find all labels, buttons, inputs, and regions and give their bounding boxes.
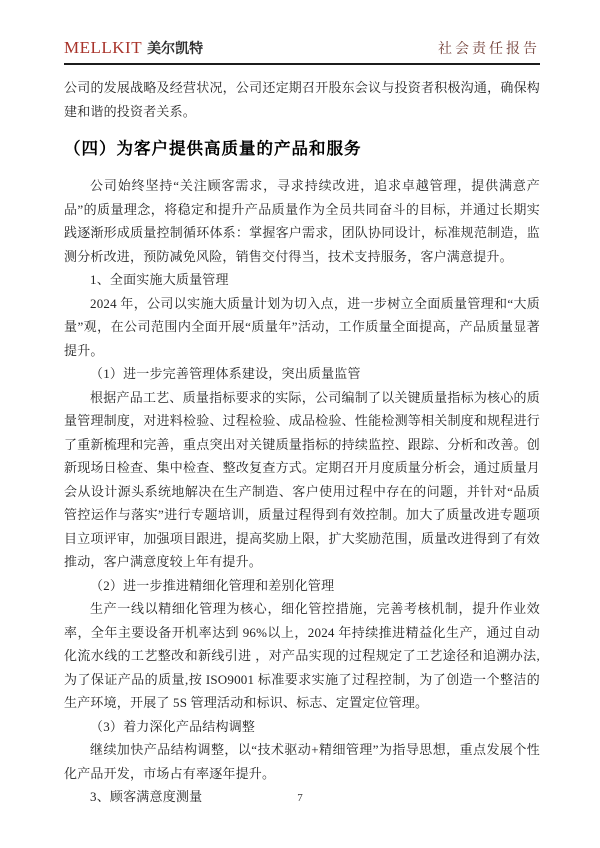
subheading-item-3: 3、顾客满意度测量 [90,789,203,804]
document-body [64,76,540,809]
company-logo [64,38,203,58]
paragraph-continuation: 公司的发展战略及经营状况，公司还定期召开股东会议与投资者积极沟通，确保构建和谐的投资者关系。 [64,80,540,119]
subheading-sub-3: （3）着力深化产品结构调整 [90,718,256,734]
company-logo-cn: 美尔凯特 [147,42,204,57]
page-footer [0,788,600,806]
subheading-sub-2: （2）进一步推进精细化管理和差别化管理 [90,577,335,593]
paragraph-2024-plan: 2024 年，公司以实施大质量计划为切入点，进一步树立全面质量管理和“大质量”观，在公司范围内全面开展“质量年”活动，工作质量全面提高，产品质量显著提升。 [64,295,540,358]
subheading-item-1: 1、全面实施大质量管理 [90,272,229,287]
paragraph-quality-philosophy: 公司始终坚持“关注顾客需求，寻求持续改进，追求卓越管理，提供满意产品”的质量理念，将稳定和提升产品质量作为全员共同奋斗的目标，并通过长期实践逐渐形成质量控制循环体系：掌握客户需求，团队协同设计，标准规范制造，监测分析改进，预防减免风险，销售交付得当，技术支持服务，客户满意提升。 [64,178,540,264]
paragraph-lean-production: 生产一线以精细化管理为核心，细化管控措施，完善考核机制，提升作业效率，全年主要设备开机率达到 96%以上，2024 年持续推进精益化生产，通过自动化流水线的工艺整改和新线引进 ，对产品实现的过程规定了工艺途径和追溯办法,为了保证产品的质量,按 ISO9001 标准要求实施了过程控制，为了创造一个整洁的生产环境，开展了 5S 管理活动和标识、标志、定置定位管理。 [64,601,540,710]
subheading-sub-1: （1）进一步完善管理体系建设，突出质量监管 [90,366,361,381]
section-heading: （四）为客户提供高质量的产品和服务 [64,140,362,158]
company-logo-en: MELLKIT [64,38,143,57]
page-number: 7 [297,792,303,804]
paragraph-product-structure: 继续加快产品结构调整，以“技术驱动+精细管理”为指导思想，重点发展个性化产品开发，市场占有率逐年提升。 [64,742,540,781]
paragraph-quality-system: 根据产品工艺、质量指标要求的实际，公司编制了以关键质量指标为核心的质量管理制度，对进料检验、过程检验、成品检验、性能检测等相关制度和规程进行了重新梳理和完善，重点突出对关键质量指标的持续监控、跟踪、分析和改善。创新现场日检查、集中检查、整改复查方式。定期召开月度质量分析会，通过质量月会从设计源头系统地解决在生产制造、客户使用过程中存在的问题，并针对“品质管控运作与落实”进行专题培训，质量过程得到有效控制。加大了质量改进专题项目立项评审，加强项目跟进，提高奖励上限，扩大奖励范围，质量改进得到了有效推动，客户满意度较上年有提升。 [64,389,540,569]
report-title: 社会责任报告 [438,42,540,57]
page-header [64,38,540,65]
